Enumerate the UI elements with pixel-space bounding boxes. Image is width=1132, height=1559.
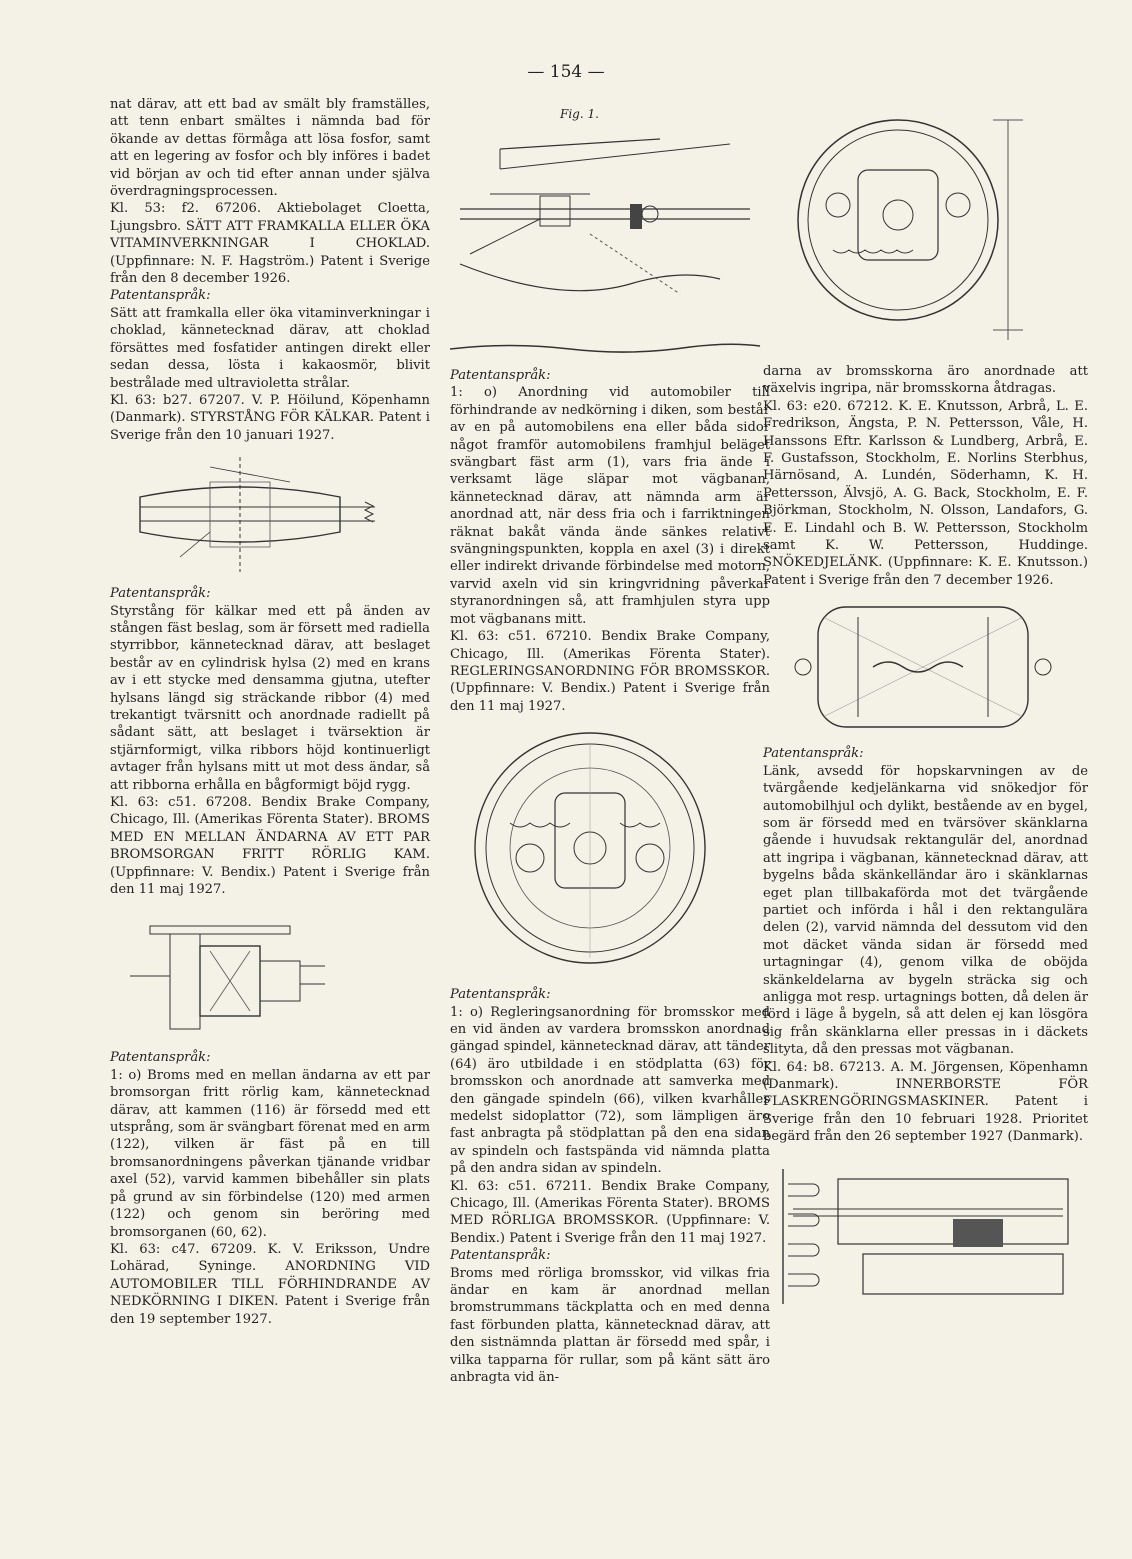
claim-text: 1: o) Anordning vid automobiler till förhindrande av nedkörning i diken, som består av en på automobilens ena eller båda sidor något framför automobilens framhjul beläget svängbart fäst arm (1), vars fria ände i verksamt läge släpar mot vägbanan, kännetecknad därav, att nämnda arm är anordnad att, när dess fria och i farriktningen räknat bakåt vända ände sänkes relativt svängningspunkten, koppla en axel (3) i direkt eller indirekt drivande förbindelse med motorn, varvid axeln vid sin kringvridning påverkar styranordningen så, att framhjulen styra upp mot vägbanans mitt.	[450, 385, 770, 627]
column-left	[110, 96, 430, 1328]
claim-text: Styrstång för kälkar med ett på änden av stången fäst beslag, som är försett med radiella styrribbor, kännetecknad därav, att beslaget består av en cylindrisk hylsa (2) med en krans av i ett stycke med densamma gjutna, utefter hylsans längd sig sträckande ribbor (4) med trekantigt tvärsnitt och anordnade radiellt på sådant sätt, att beslaget i tvärsektion är stjärnformigt, vilka ribbors höjd kontinuerligt avtager från hylsans mitt ut mot dess ändar, så att ribborna erhålla en bågformigt böjd rygg.	[110, 603, 430, 793]
column-middle	[450, 96, 770, 1386]
patent-entry-67208: Kl. 63: c51. 67208. Bendix Brake Company, Chicago, Ill. (Amerikas Förenta Stater). BROMS MED EN MELLAN ÄNDARNA AV ETT PAR BROMSORGAN FRITT RÖRLIG KAM. (Uppfinnare: V. Bendix.) Patent i Sverige från den 11 maj 1927.	[110, 795, 430, 898]
column-right	[763, 110, 1088, 1322]
brake-drum-figure	[450, 723, 770, 978]
claim-text: Broms med rörliga bromsskor, vid vilkas fria ändar en kam är anordnad mellan bromstrummans täckplatta och en med denna fast förbunden platta, kännetecknad därav, att den sistnämnda plattan är försedd med spår, i vilka tapparna för rullar, som på känt sätt äro anbragta vid än-	[450, 1265, 770, 1386]
claim-text: 1: o) Broms med en mellan ändarna av ett par bromsorgan fritt rörlig kam, kännetecknad därav, att kammen (116) är försedd med ett utsprång, som är svängbart förenat med en arm (122), vilken är fäst på en till bromsanordningens påverkan tjänande vridbar axel (52), varvid kammen bibehåller sin plats på grund av sin förbindelse (120) med armen (122) och genom sin beröring med bromsorganen (60, 62).	[110, 1067, 430, 1240]
brake-cam-figure	[110, 906, 430, 1041]
intro-paragraph: nat därav, att ett bad av smält bly framställes, att tenn enbart smältes i nämnda bad för ökande av dettas förmåga att lösa fosfor, samt att en legering av fosfor och bly införes i badet vid början av och tid efter annan under själva överdragningsprocessen.	[110, 97, 430, 200]
claims-heading: Patentanspråk:	[110, 288, 211, 304]
patent-entry-67211: Kl. 63: c51. 67211. Bendix Brake Company, Chicago, Ill. (Amerikas Förenta Stater). BROMS MED RÖRLIGA BROMSSKOR. (Uppfinnare: V. Bendix.) Patent i Sverige från den 11 maj 1927.	[450, 1178, 770, 1246]
patent-entry-67209: Kl. 63: c47. 67209. K. V. Eriksson, Undre Lohärad, Syninge. ANORDNING VID AUTOMOBILER TILL FÖRHINDRANDE AV NEDKÖRNING I DIKEN. Patent i Sverige från den 19 september 1927.	[110, 1241, 430, 1327]
claims-heading: Patentanspråk:	[450, 987, 551, 1003]
sled-handle-figure	[110, 452, 430, 577]
claim-text: Länk, avsedd för hopskarvningen av de tvärgående kedjelänkarna vid snökedjor för automobilhjul och dylikt, bestående av en bygel, som är försedd med en tvärsöver skänklarna gående i huvudsak rektangulär del, anordnad att ingripa i vägbanan, kännetecknad därav, att bygelns båda skänkelländar äro i skänklarnas eget plan tillbakaförda mot det tvärgående partiet och införda i hål i den rektangulära delen (2), varvid nämnda del dessutom vid den mot däcket vända sidan är försedd med urtagningar (4), genom vilka de oböjda skänkeldelarna av bygeln sträcka sig och anligga mot resp. urtagnings botten, då delen är förd i läge å bygeln, så att delen ej kan lösgöra sig från skänklarna eller pressas in i däckets slityta, då den pressas mot vägbanan.	[763, 763, 1088, 1058]
patent-entry-67213: Kl. 64: b8. 67213. A. M. Jörgensen, Köpenhamn (Danmark). INNERBORSTE FÖR FLASKRENGÖRINGSMASKINER. Patent i Sverige från den 10 februari 1928. Prioritet begärd från den 26 september 1927 (Danmark).	[763, 1059, 1088, 1145]
continued-claim: darna av bromsskorna äro anordnade att växelvis ingripa, när bromsskorna åtdragas.	[763, 364, 1088, 397]
claims-heading: Patentanspråk:	[450, 368, 551, 383]
brake-assembly-figure	[763, 110, 1088, 355]
claim-text: Sätt att framkalla eller öka vitaminverkningar i choklad, kännetecknad därav, att choklad försättes med fosfatider antingen direkt eller sedan dessa, lösta i kakaosmör, blivit bestrålade med ultravioletta strålar.	[110, 305, 430, 391]
patent-entry-67207: Kl. 63: b27. 67207. V. P. Höilund, Köpenhamn (Danmark). STYRSTÅNG FÖR KÄLKAR. Patent i Sverige från den 10 januari 1927.	[110, 392, 430, 443]
claims-heading: Patentanspråk:	[110, 1050, 211, 1066]
patent-entry-67212: Kl. 63: e20. 67212. K. E. Knutsson, Arbrå, L. E. Fredrikson, Ängsta, P. N. Pettersson, Våle, H. Hanssons Eftr. Karlsson & Lundberg, Arbrå, E. F. Gustafsson, Stockholm, E. Norlins Sterbhus, Härnösand, A. Lundén, Söderhamn, K. H. Pettersson, Älvsjö, A. G. Back, Stockholm, E. F. Björkman, Stockholm, N. Olsson, Landafors, G. E. E. Lindahl och B. W. Pettersson, Stockholm samt K. W. Pettersson, Huddinge. SNÖKEDJELÄNK. (Uppfinnare: K. E. Knutsson.) Patent i Sverige från den 7 december 1926.	[763, 398, 1088, 588]
patent-entry-67210: Kl. 63: c51. 67210. Bendix Brake Company, Chicago, Ill. (Amerikas Förenta Stater). REGLERINGSANORDNING FÖR BROMSSKOR. (Uppfinnare: V. Bendix.) Patent i Sverige från den 11 maj 1927.	[450, 629, 770, 714]
claims-heading: Patentanspråk:	[450, 1248, 551, 1264]
claims-heading: Patentanspråk:	[763, 746, 864, 762]
bottle-brush-figure	[763, 1154, 1088, 1314]
claim-text: 1: o) Regleringsanordning för bromsskor med en vid änden av vardera bromsskon anordnad gängad spindel, kännetecknad därav, att tänder (64) äro utbildade i en stödplatta (63) för bromsskon och anordnade att samverka med den gängade spindeln (66), vilken kvarhålles medelst sidoplattor (72), som lämpligen äro fast anbragta på stödplattan på den ena sidan av spindeln och fastspända vid nämnda platta på den andra sidan av spindeln.	[450, 1004, 770, 1177]
anti-ditch-device-figure	[450, 104, 770, 359]
figure-label: Fig. 1.	[560, 107, 599, 121]
snow-chain-link-figure	[763, 597, 1088, 737]
claims-heading: Patentanspråk:	[110, 586, 211, 602]
page-number: — 154 —	[527, 62, 605, 82]
patent-entry-67206: Kl. 53: f2. 67206. Aktiebolaget Cloetta, Ljungsbro. SÄTT ATT FRAMKALLA ELLER ÖKA VITAMINVERKNINGAR I CHOKLAD. (Uppfinnare: N. F. Hagström.) Patent i Sverige från den 8 december 1926.	[110, 201, 430, 287]
